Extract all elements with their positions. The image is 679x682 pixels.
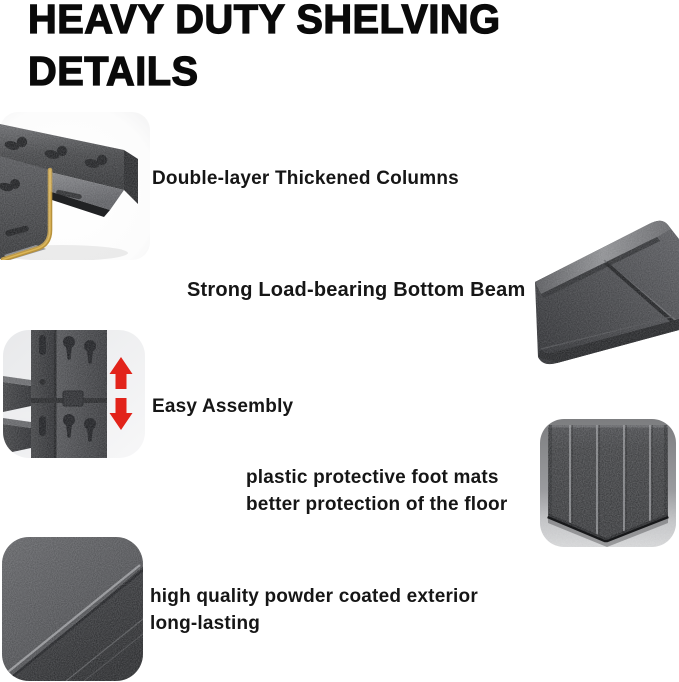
double-layer-columns-illustration: [0, 112, 150, 260]
feature-label-foot-mats-line-2: better protection of the floor: [246, 494, 508, 515]
powder-coat-illustration: [2, 537, 143, 681]
title-line-2: DETAILS: [28, 48, 199, 94]
feature-label-beam: Strong Load-bearing Bottom Beam: [187, 279, 526, 301]
feature-label-powder-coat: [150, 583, 478, 637]
easy-assembly-photo: [3, 330, 145, 458]
feature-label-powder-coat-line-1: high quality powder coated exterior: [150, 586, 478, 607]
powder-coat-photo: [2, 537, 143, 681]
bottom-beam-illustration: [533, 216, 679, 368]
page-title: [28, 0, 501, 97]
title-line-1: HEAVY DUTY SHELVING: [28, 0, 501, 42]
feature-label-powder-coat-line-2: long-lasting: [150, 613, 261, 634]
feature-label-columns: Double-layer Thickened Columns: [152, 168, 459, 189]
feature-label-foot-mats-line-1: plastic protective foot mats: [246, 467, 499, 488]
double-layer-columns-photo: [0, 112, 150, 260]
foot-mat-illustration: [540, 419, 676, 547]
foot-mat-photo: [540, 419, 676, 547]
feature-label-assembly: Easy Assembly: [152, 396, 294, 417]
feature-label-foot-mats: [246, 464, 507, 518]
bottom-beam-photo: [533, 216, 679, 368]
easy-assembly-illustration: [3, 330, 145, 458]
